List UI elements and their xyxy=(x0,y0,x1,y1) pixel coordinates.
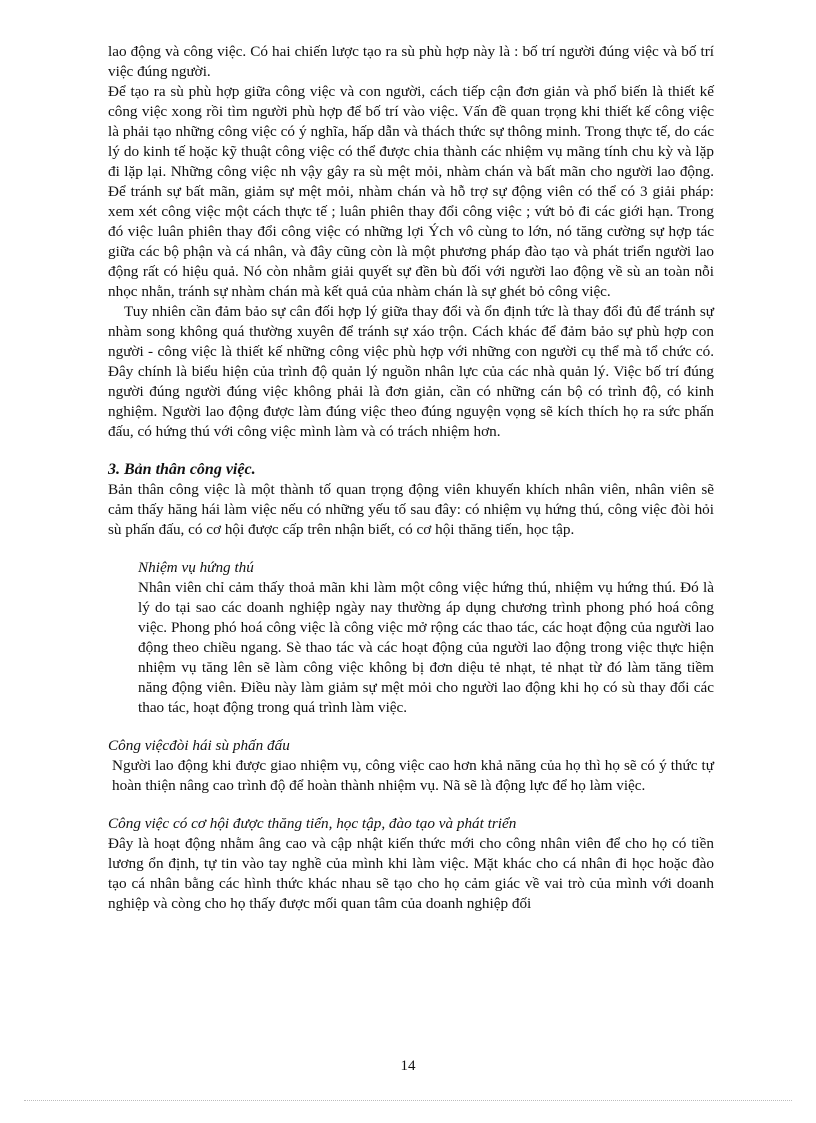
paragraph-1: lao động và công việc. Có hai chiến lược tạo ra sù phù hợp này là : bố trí người đúng việc và bố trí việc đúng người. xyxy=(108,43,714,80)
paragraph-6: Người lao động khi được giao nhiệm vụ, công việc cao hơn khả năng của họ thì họ sẽ có ý thức tự hoàn thiện nâng cao trình độ để hoàn thành nhiệm vụ. Nã sẽ là động lực để họ làm việc. xyxy=(112,757,714,794)
document-page xyxy=(108,42,714,914)
paragraph-5: Nhân viên chỉ cảm thấy thoả mãn khi làm một công việc hứng thú, nhiệm vụ hứng thú. Đó là lý do tại sao các doanh nghiệp ngày nay thường áp dụng chương trình phong phó hoá công việc. Phong phó hoá công việc là công việc mở rộng các thao tác, các hoạt động của người lao động theo chiều ngang. Sè thao tác và các hoạt động của người lao động trong việc thực hiện nhiệm vụ tăng lên sẽ làm công việc không bị đơn diệu tẻ nhạt, tẻ nhạt từ đó làm tăng tiềm năng động viên. Điều này làm giảm sự mệt mỏi cho người lao động khi họ có sù thay đổi các thao tác, hoạt động trong quá trình làm việc. xyxy=(138,579,714,716)
subheading-promotion-opportunity: Công việc có cơ hội được thăng tiến, học tập, đào tạo và phát triển xyxy=(108,815,517,832)
page-number: 14 xyxy=(400,1058,416,1074)
paragraph-3: Tuy nhiên cần đảm bảo sự cân đối hợp lý giữa thay đổi và ổn định tức là thay đổi đủ để tránh sự nhàm song không quá thường xuyên để tránh sự xáo trộn. Cách khác để đảm bảo sự phù hợp con người - công việc là thiết kế những công việc phù hợp với những con người cụ thể mà tổ chức có. Đây chính là biểu hiện của trình độ quản lý nguồn nhân lực của các nhà quản lý. Việc bố trí đúng người đúng người đúng việc không phải là đơn giản, cần có những cán bộ có trình độ, có kinh nghiệm. Người lao động được làm đúng việc theo đúng nguyện vọng sẽ kích thích họ ra sức phấn đấu, có hứng thú với công việc mình làm và có trách nhiệm hơn. xyxy=(108,303,714,440)
subheading-effort-required: Công việcđòi hái sù phấn đấu xyxy=(108,737,290,754)
paragraph-4: Bản thân công việc là một thành tố quan trọng động viên khuyến khích nhân viên, nhân viên sẽ cảm thấy hăng hái làm việc nếu có những yếu tố sau đây: có nhiệm vụ hứng thú, công việc đòi hỏi sù phấn đấu, có cơ hội được cấp trên nhận biết, có cơ hội thăng tiến, học tập. xyxy=(108,481,714,538)
subheading-interesting-tasks: Nhiệm vụ hứng thú xyxy=(138,559,254,576)
paragraph-7: Đây là hoạt động nhằm âng cao và cập nhật kiến thức mới cho công nhân viên để cho họ có tiền lương ổn định, tự tin vào tay nghề của mình khi làm việc. Mặt khác cho cá nhân đi học hoặc đào tạo cá nhân bằng các hình thức khác nhau sẽ tạo cho họ cảm giác về vai trò của mình với doanh nghiệp và còng cho họ thấy được mối quan tâm của doanh nghiệp đối xyxy=(108,835,714,912)
paragraph-2: Để tạo ra sù phù hợp giữa công việc và con người, cách tiếp cận đơn giản và phổ biến là thiết kế công việc xong rồi tìm người phù hợp để bố trí vào việc. Vấn đề quan trọng khi thiết kế công việc là phải tạo những công việc có ý nghĩa, hấp dẫn và thách thức sự thông minh. Trong thực tế, do các lý do kinh tế hoặc kỹ thuật công việc có thể được chia thành các nhiệm vụ mãng tính chu kỳ và lặp đi lặp lại. Những công việc nh vậy gây ra sù mệt mỏi, nhàm chán và bất mãn cho người lao động. Để tránh sự bất mãn, giảm sự mệt mỏi, nhàm chán và hỗ trợ sự động viên có thể có 3 giải pháp: xem xét công việc một cách thực tế ; luân phiên thay đổi công việc ; vứt bỏ đi các giới hạn. Trong đó việc luân phiên thay đổi công việc có những lợi Ých vô cùng to lớn, nó tăng cường sự hợp tác giữa các bộ phận và cá nhân, và đây cũng còn là một phương pháp đào tạo và phát triển người lao động rất có hiệu quả. Nó còn nhằm giải quyết sự đền bù đối với người lao động về sù an toàn nỗi nhọc nhằn, tránh sự nhàm chán mà kết quả của nhàm chán là sự ghét bỏ công việc. xyxy=(108,83,714,300)
section-heading-3: 3. Bản thân công việc. xyxy=(108,461,256,478)
page-bottom-divider xyxy=(24,1100,792,1101)
